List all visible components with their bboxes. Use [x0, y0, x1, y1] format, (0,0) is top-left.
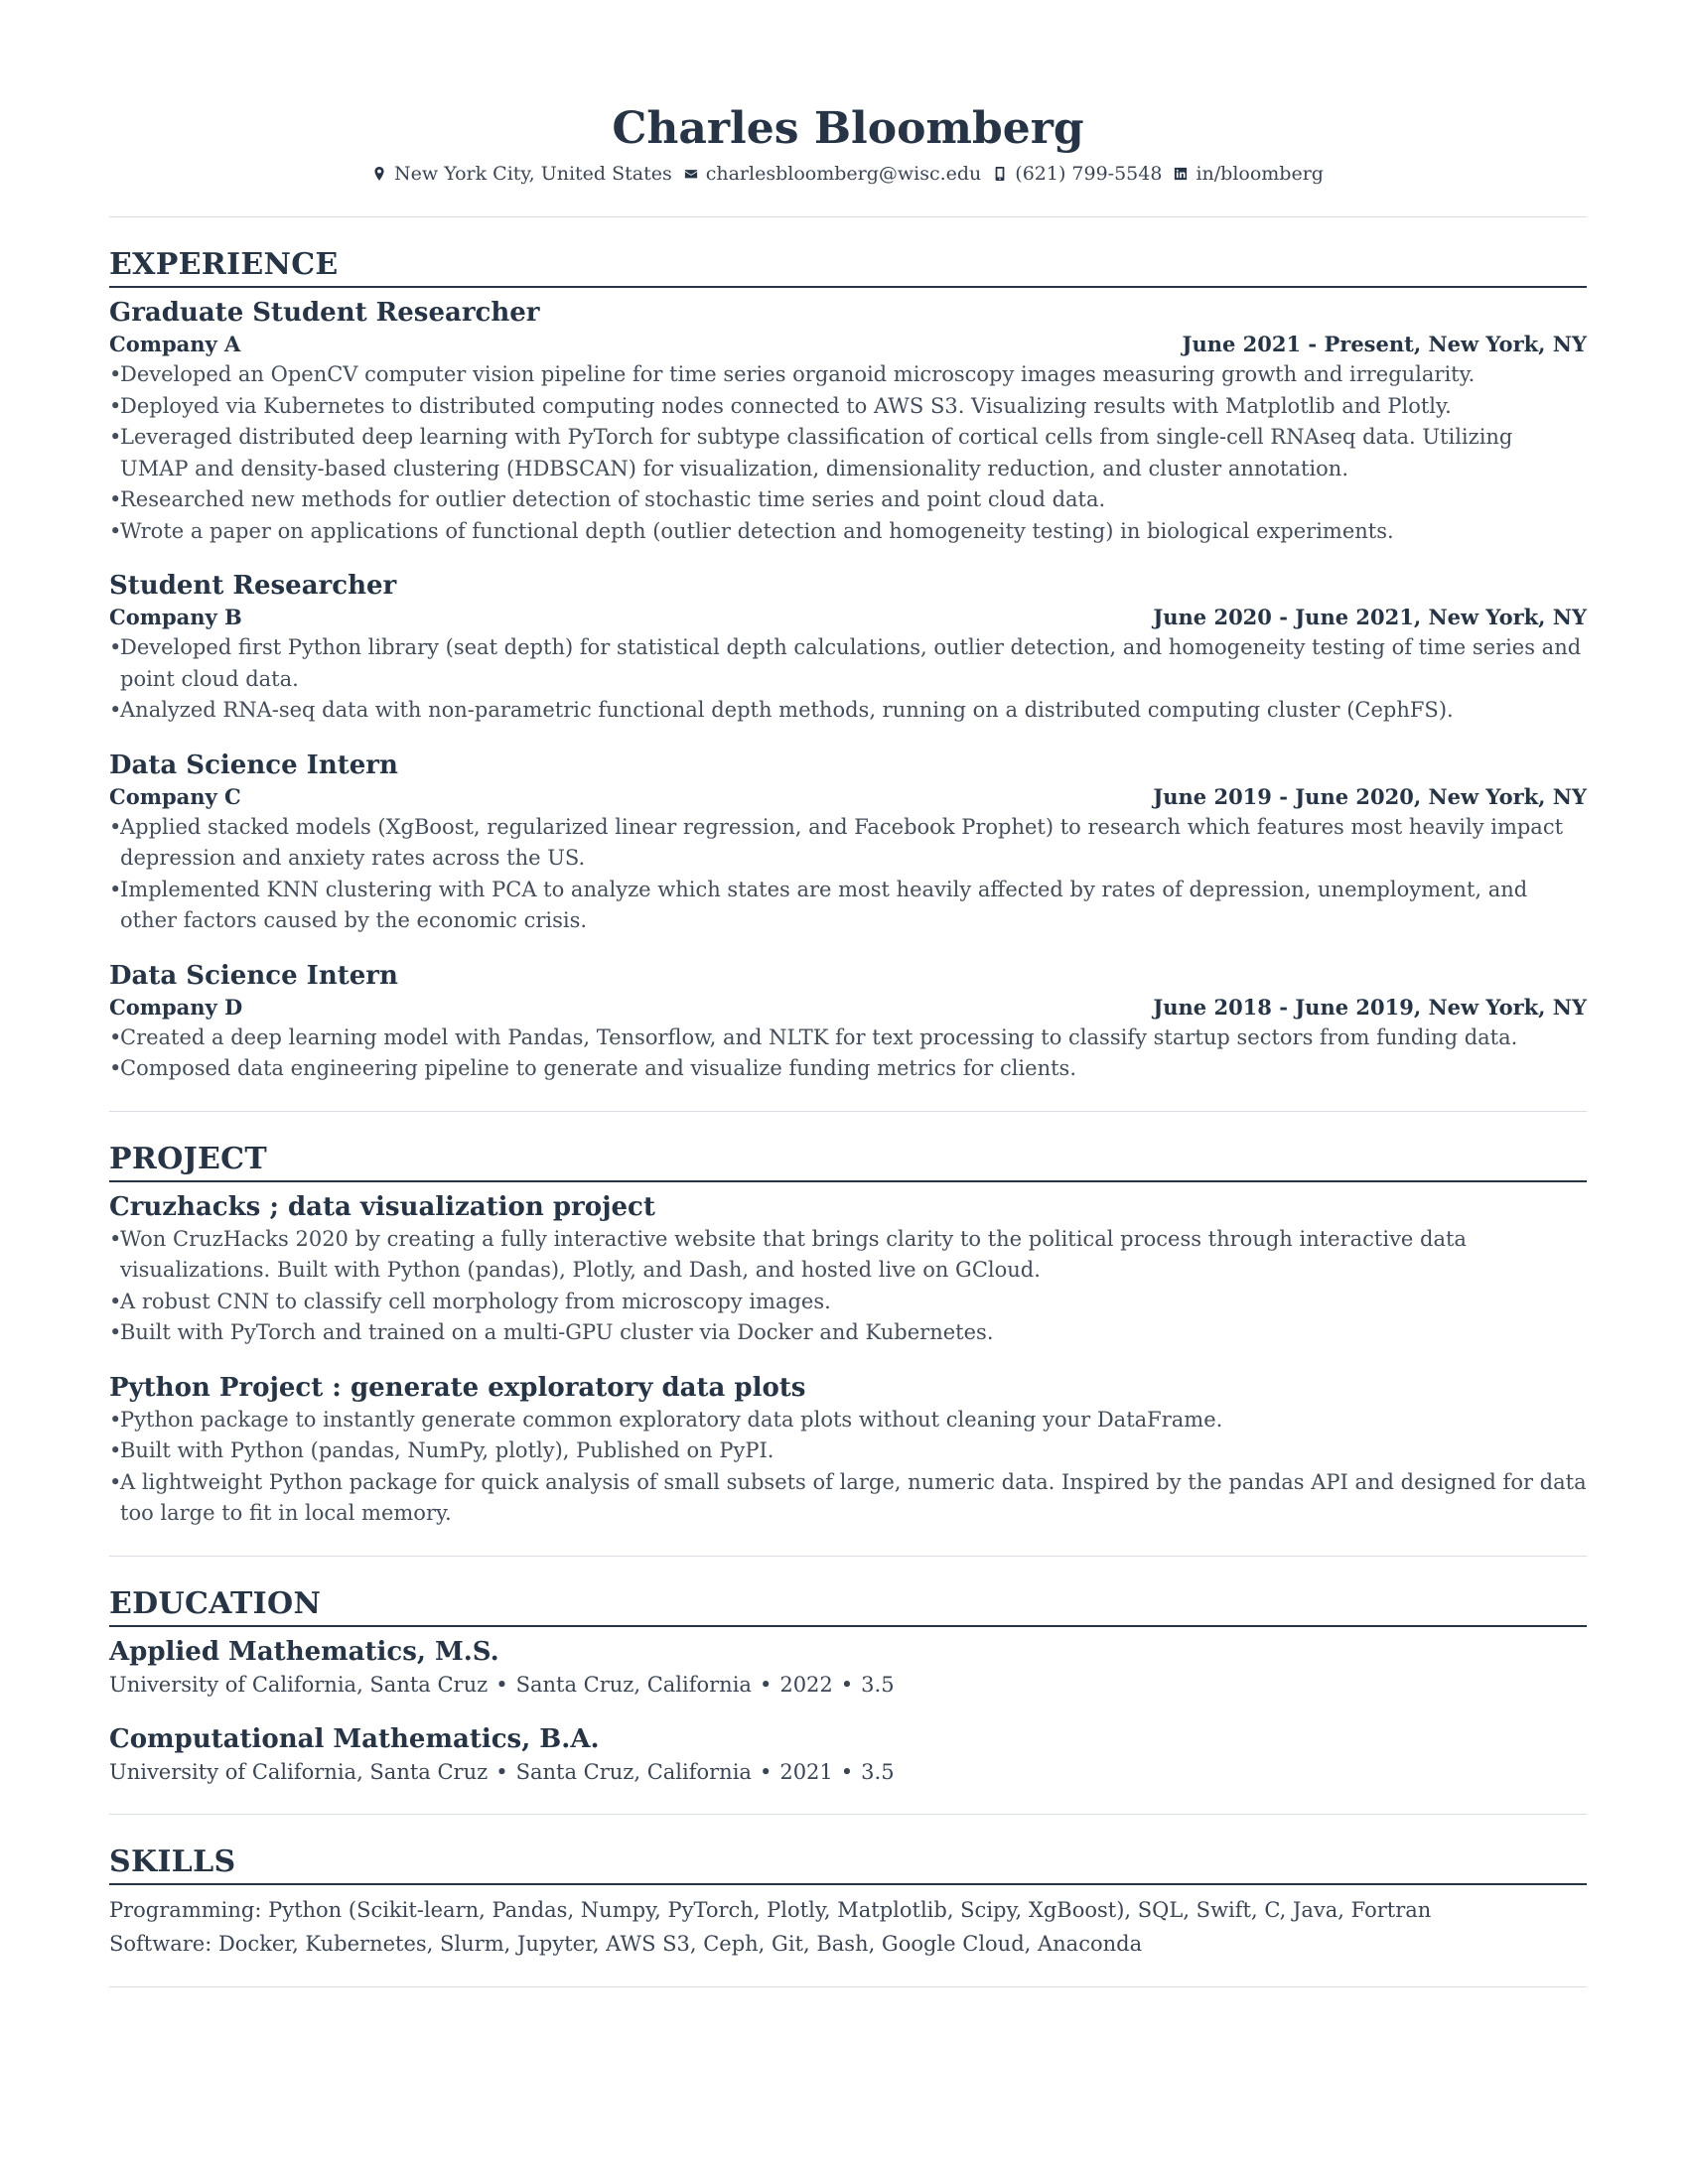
separator-dot: • [495, 1759, 508, 1784]
school-location: Santa Cruz, California [515, 1672, 752, 1697]
job-dates-location: June 2018 - June 2019, New York, NY [1153, 994, 1587, 1020]
separator-dot: • [840, 1672, 854, 1697]
education-entry [109, 1722, 1587, 1788]
location-text: New York City, United States [394, 163, 672, 185]
education-details [109, 1756, 1587, 1788]
project-section [109, 1112, 1587, 1557]
bullet-list [109, 1023, 1587, 1085]
experience-entry [109, 749, 1587, 937]
skills-list [109, 1893, 1587, 1961]
contact-email[interactable] [684, 163, 982, 185]
contact-location [372, 163, 672, 185]
bullet-item: • Python package to instantly generate common exploratory data plots without cleaning your DataFrame. [109, 1405, 1587, 1436]
school-name: University of California, Santa Cruz [109, 1759, 489, 1784]
bullet-item: • Built with PyTorch and trained on a multi-GPU cluster via Docker and Kubernetes. [109, 1317, 1587, 1349]
job-title: Graduate Student Researcher [109, 298, 540, 328]
school-name: University of California, Santa Cruz [109, 1672, 489, 1697]
job-title: Student Researcher [109, 571, 397, 601]
bullet-item: • Created a deep learning model with Pandas, Tensorflow, and NLTK for text processing to classify startup sectors from funding data. [109, 1023, 1587, 1054]
phone-icon [993, 167, 1007, 181]
project-entry [109, 1190, 1587, 1349]
company-name: Company C [109, 783, 241, 809]
bullet-item: • Analyzed RNA-seq data with non-parametric functional depth methods, running on a distributed computing cluster (CephFS). [109, 695, 1587, 727]
bullet-item: • Applied stacked models (XgBoost, regularized linear regression, and Facebook Prophet) to research which features most heavily impact depression and anxiety rates across the US. [109, 812, 1587, 875]
resume-header [109, 99, 1587, 185]
job-title: Data Science Intern [109, 750, 398, 780]
education-entry [109, 1635, 1587, 1701]
education-section [109, 1557, 1587, 1815]
section-title: EXPERIENCE [109, 245, 1587, 288]
gpa: 3.5 [861, 1672, 895, 1697]
company-name: Company D [109, 994, 243, 1020]
bullet-list [109, 632, 1587, 727]
bullet-item: • Leveraged distributed deep learning with PyTorch for subtype classification of cortical cells from single-cell RNAseq data. Utilizing UMAP and density-based clustering (HDBSCAN) for visualization, dimensionality reduction, and cluster annotation. [109, 422, 1587, 484]
separator-dot: • [840, 1759, 854, 1784]
separator-dot: • [759, 1672, 773, 1697]
bullet-item: • A lightweight Python package for quick analysis of small subsets of large, numeric data. Inspired by the pandas API and designed for data too large to fit in local memory. [109, 1467, 1587, 1530]
separator-dot: • [495, 1672, 508, 1697]
bullet-list [109, 1405, 1587, 1530]
degree-name: Computational Mathematics, B.A. [109, 1723, 600, 1754]
job-subrow [109, 993, 1587, 1023]
resume-content [109, 99, 1587, 1987]
linkedin-icon [1174, 167, 1188, 181]
section-title: SKILLS [109, 1843, 1587, 1885]
company-name: Company A [109, 332, 241, 356]
contact-bar [109, 163, 1587, 185]
bullet-list [109, 812, 1587, 937]
gpa: 3.5 [861, 1759, 895, 1784]
section-title: EDUCATION [109, 1584, 1587, 1627]
project-entry [109, 1371, 1587, 1530]
experience-entry [109, 569, 1587, 727]
candidate-name: Charles Bloomberg [612, 103, 1084, 154]
experience-entry [109, 296, 1587, 547]
skill-line: Programming: Python (Scikit-learn, Pandas, Numpy, PyTorch, Plotly, Matplotlib, Scipy, XgBoost), SQL, Swift, C, Java, Fortran [109, 1897, 1432, 1922]
project-name: Cruzhacks ; data visualization project [109, 1191, 655, 1222]
job-dates-location: June 2019 - June 2020, New York, NY [1153, 783, 1587, 809]
job-dates-location: June 2021 - Present, New York, NY [1182, 332, 1587, 356]
location-pin-icon [372, 167, 386, 181]
bullet-list [109, 1224, 1587, 1349]
education-details [109, 1669, 1587, 1701]
job-dates-location: June 2020 - June 2021, New York, NY [1153, 605, 1587, 629]
skills-section [109, 1815, 1587, 1987]
contact-phone[interactable] [993, 163, 1162, 185]
project-name: Python Project : generate exploratory data plots [109, 1372, 806, 1403]
separator-dot: • [759, 1759, 773, 1784]
linkedin-link[interactable]: in/bloomberg [1196, 163, 1324, 185]
job-subrow [109, 330, 1587, 359]
bullet-item: • Composed data engineering pipeline to generate and visualize funding metrics for clients. [109, 1053, 1587, 1085]
bullet-item: • Wrote a paper on applications of functional depth (outlier detection and homogeneity testing) in biological experiments. [109, 516, 1587, 548]
job-subrow [109, 603, 1587, 632]
experience-section [109, 217, 1587, 1112]
skill-line: Software: Docker, Kubernetes, Slurm, Jupyter, AWS S3, Ceph, Git, Bash, Google Cloud, Anaconda [109, 1931, 1143, 1956]
job-title: Data Science Intern [109, 960, 398, 991]
bullet-item: • Developed first Python library (seat depth) for statistical depth calculations, outlier detection, and homogeneity testing of time series and point cloud data. [109, 632, 1587, 695]
graduation-year: 2021 [779, 1759, 833, 1784]
experience-entry [109, 959, 1587, 1085]
school-location: Santa Cruz, California [515, 1759, 752, 1784]
bullet-item: • Researched new methods for outlier detection of stochastic time series and point cloud data. [109, 484, 1587, 516]
bullet-item: • Won CruzHacks 2020 by creating a fully interactive website that brings clarity to the political process through interactive data visualizations. Built with Python (pandas), Plotly, and Dash, and hosted live on GCloud. [109, 1224, 1587, 1287]
graduation-year: 2022 [779, 1672, 833, 1697]
job-subrow [109, 782, 1587, 812]
bullet-item: • A robust CNN to classify cell morphology from microscopy images. [109, 1287, 1587, 1318]
contact-linkedin[interactable] [1174, 163, 1324, 185]
mail-icon [684, 167, 698, 181]
company-name: Company B [109, 605, 242, 629]
bullet-item: • Implemented KNN clustering with PCA to analyze which states are most heavily affected by rates of depression, unemployment, and other factors caused by the economic crisis. [109, 875, 1587, 937]
bullet-item: • Built with Python (pandas, NumPy, plotly), Published on PyPI. [109, 1435, 1587, 1467]
email-link[interactable]: charlesbloomberg@wisc.edu [705, 163, 982, 185]
bullet-item: • Developed an OpenCV computer vision pipeline for time series organoid microscopy images measuring growth and irregularity. [109, 359, 1587, 391]
bullet-list [109, 359, 1587, 547]
bullet-item: • Deployed via Kubernetes to distributed computing nodes connected to AWS S3. Visualizing results with Matplotlib and Plotly. [109, 391, 1587, 423]
degree-name: Applied Mathematics, M.S. [109, 1636, 499, 1667]
phone-text[interactable]: (621) 799-5548 [1015, 163, 1163, 185]
section-title: PROJECT [109, 1140, 1587, 1182]
